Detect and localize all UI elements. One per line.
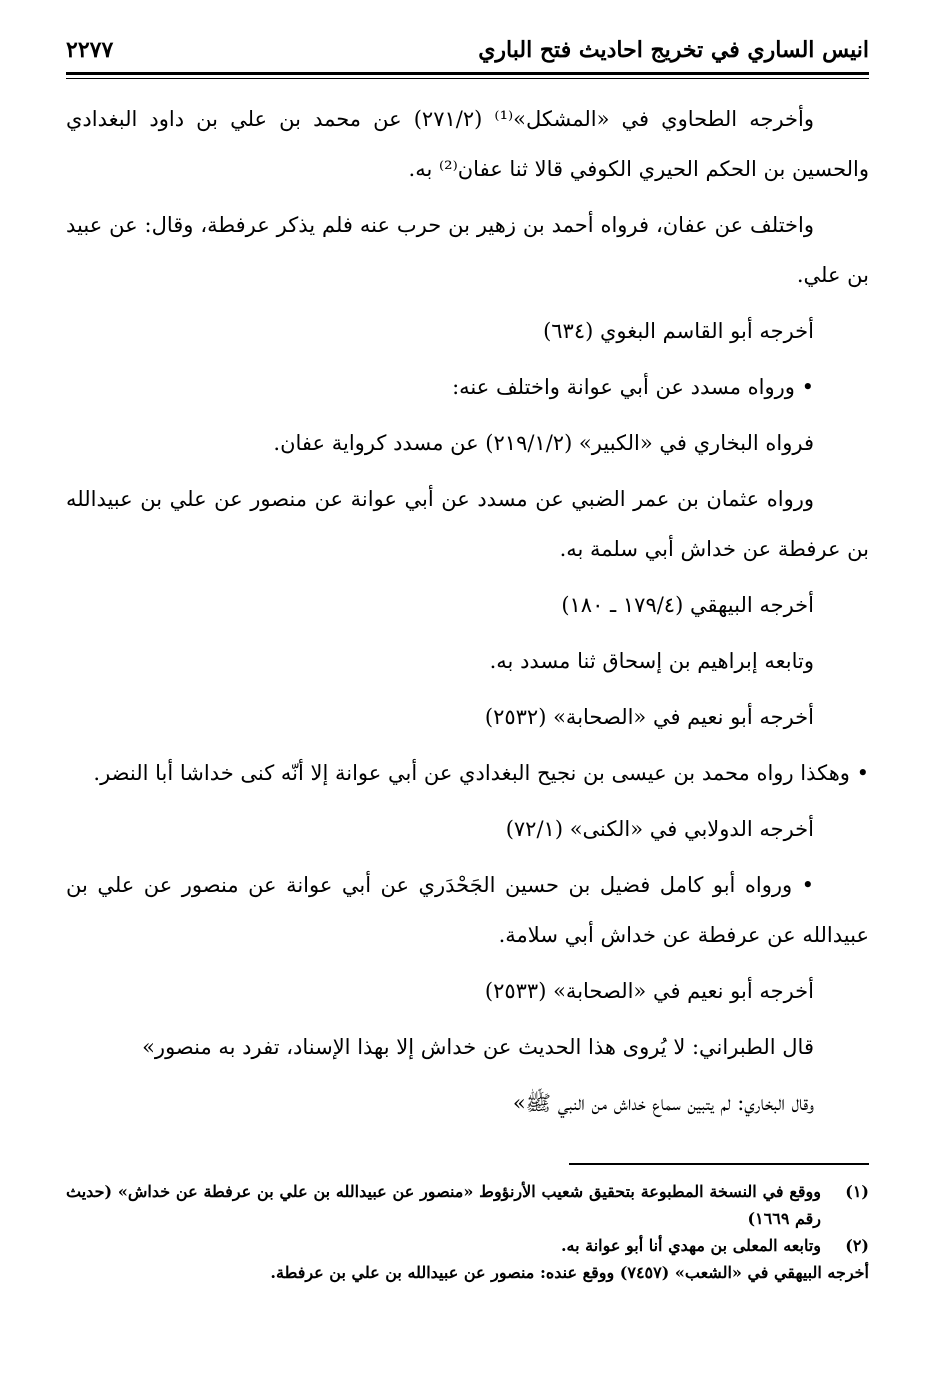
footnote — [66, 1178, 869, 1232]
paragraph: وتابعه إبراهيم بن إسحاق ثنا مسدد به. — [489, 649, 814, 673]
paragraph: وأخرجه الطحاوي في «المشكل»⁽¹⁾ (٢٧١/٢) عن محمد بن علي بن داود البغدادي والحسين بن الحكم الحيري الكوفي قالا ثنا عفان⁽²⁾ به. — [66, 107, 869, 181]
header-rule-thin — [66, 78, 869, 79]
footnote — [66, 1232, 869, 1259]
paragraph: أخرجه أبو نعيم في «الصحابة» (٢٥٣٢) — [484, 705, 814, 729]
paragraph: فرواه البخاري في «الكبير» (٢١٩/١/٢) عن مسدد كرواية عفان. — [273, 431, 814, 455]
footnote-number: (١) — [845, 1182, 869, 1201]
paragraph: واختلف عن عفان، فرواه أحمد بن زهير بن حرب عنه فلم يذكر عرفطة، وقال: عن عبيد بن علي. — [66, 213, 869, 287]
running-header — [66, 30, 869, 70]
paragraph: ورواه عثمان بن عمر الضبي عن مسدد عن أبي عوانة عن منصور عن علي بن عبيدالله بن عرفطة عن خداش أبي سلمة به. — [66, 487, 869, 561]
bullet-paragraph: • وهكذا رواه محمد بن عيسى بن نجيح البغدادي عن أبي عوانة إلا أنّه كنى خداشا أبا النضر. — [66, 748, 869, 798]
paragraph: قال الطبراني: لا يُروى هذا الحديث عن خداش إلا بهذا الإسناد، تفرد به منصور» — [142, 1035, 814, 1059]
footnote-continuation — [66, 1259, 869, 1286]
bullet-paragraph: • ورواه مسدد عن أبي عوانة واختلف عنه: — [66, 362, 869, 412]
paragraph: أخرجه أبو القاسم البغوي (٦٣٤) — [543, 319, 814, 343]
running-title: انيس الساري في تخريج احاديث فتح الباري — [478, 37, 869, 63]
footnote-text: ووقع في النسخة المطبوعة بتحقيق شعيب الأرنؤوط «منصور عن عبيدالله بن علي بن عرفطة عن خداش» (حديث رقم ١٦٦٩) — [66, 1182, 821, 1228]
header-rule-thick — [66, 72, 869, 75]
paragraph: أخرجه الدولابي في «الكنى» (٧٢/١) — [505, 817, 814, 841]
paragraph: وقال البخاري: لم يتبين سماع خداش من النبي ﷺ» — [512, 1091, 814, 1115]
footnotes — [66, 1178, 869, 1286]
paragraph: أخرجه البيهقي (١٧٩/٤ ـ ١٨٠) — [561, 593, 814, 617]
footnote-text: أخرجه البيهقي في «الشعب» (٧٤٥٧) ووقع عنده: منصور عن عبيدالله بن علي بن عرفطة. — [270, 1263, 869, 1282]
bullet-paragraph: • ورواه أبو كامل فضيل بن حسين الجَحْدَري عن أبي عوانة عن منصور عن علي بن عبيدالله عن عرفطة عن خداش أبي سلامة. — [66, 860, 869, 960]
page-number: ٢٢٧٧ — [66, 37, 114, 63]
footnote-number: (٢) — [845, 1236, 869, 1255]
paragraph: أخرجه أبو نعيم في «الصحابة» (٢٥٣٣) — [484, 979, 814, 1003]
footnote-separator — [569, 1163, 869, 1165]
main-text — [66, 94, 869, 1134]
footnote-text: وتابعه المعلى بن مهدي أنا أبو عوانة به. — [560, 1236, 821, 1255]
